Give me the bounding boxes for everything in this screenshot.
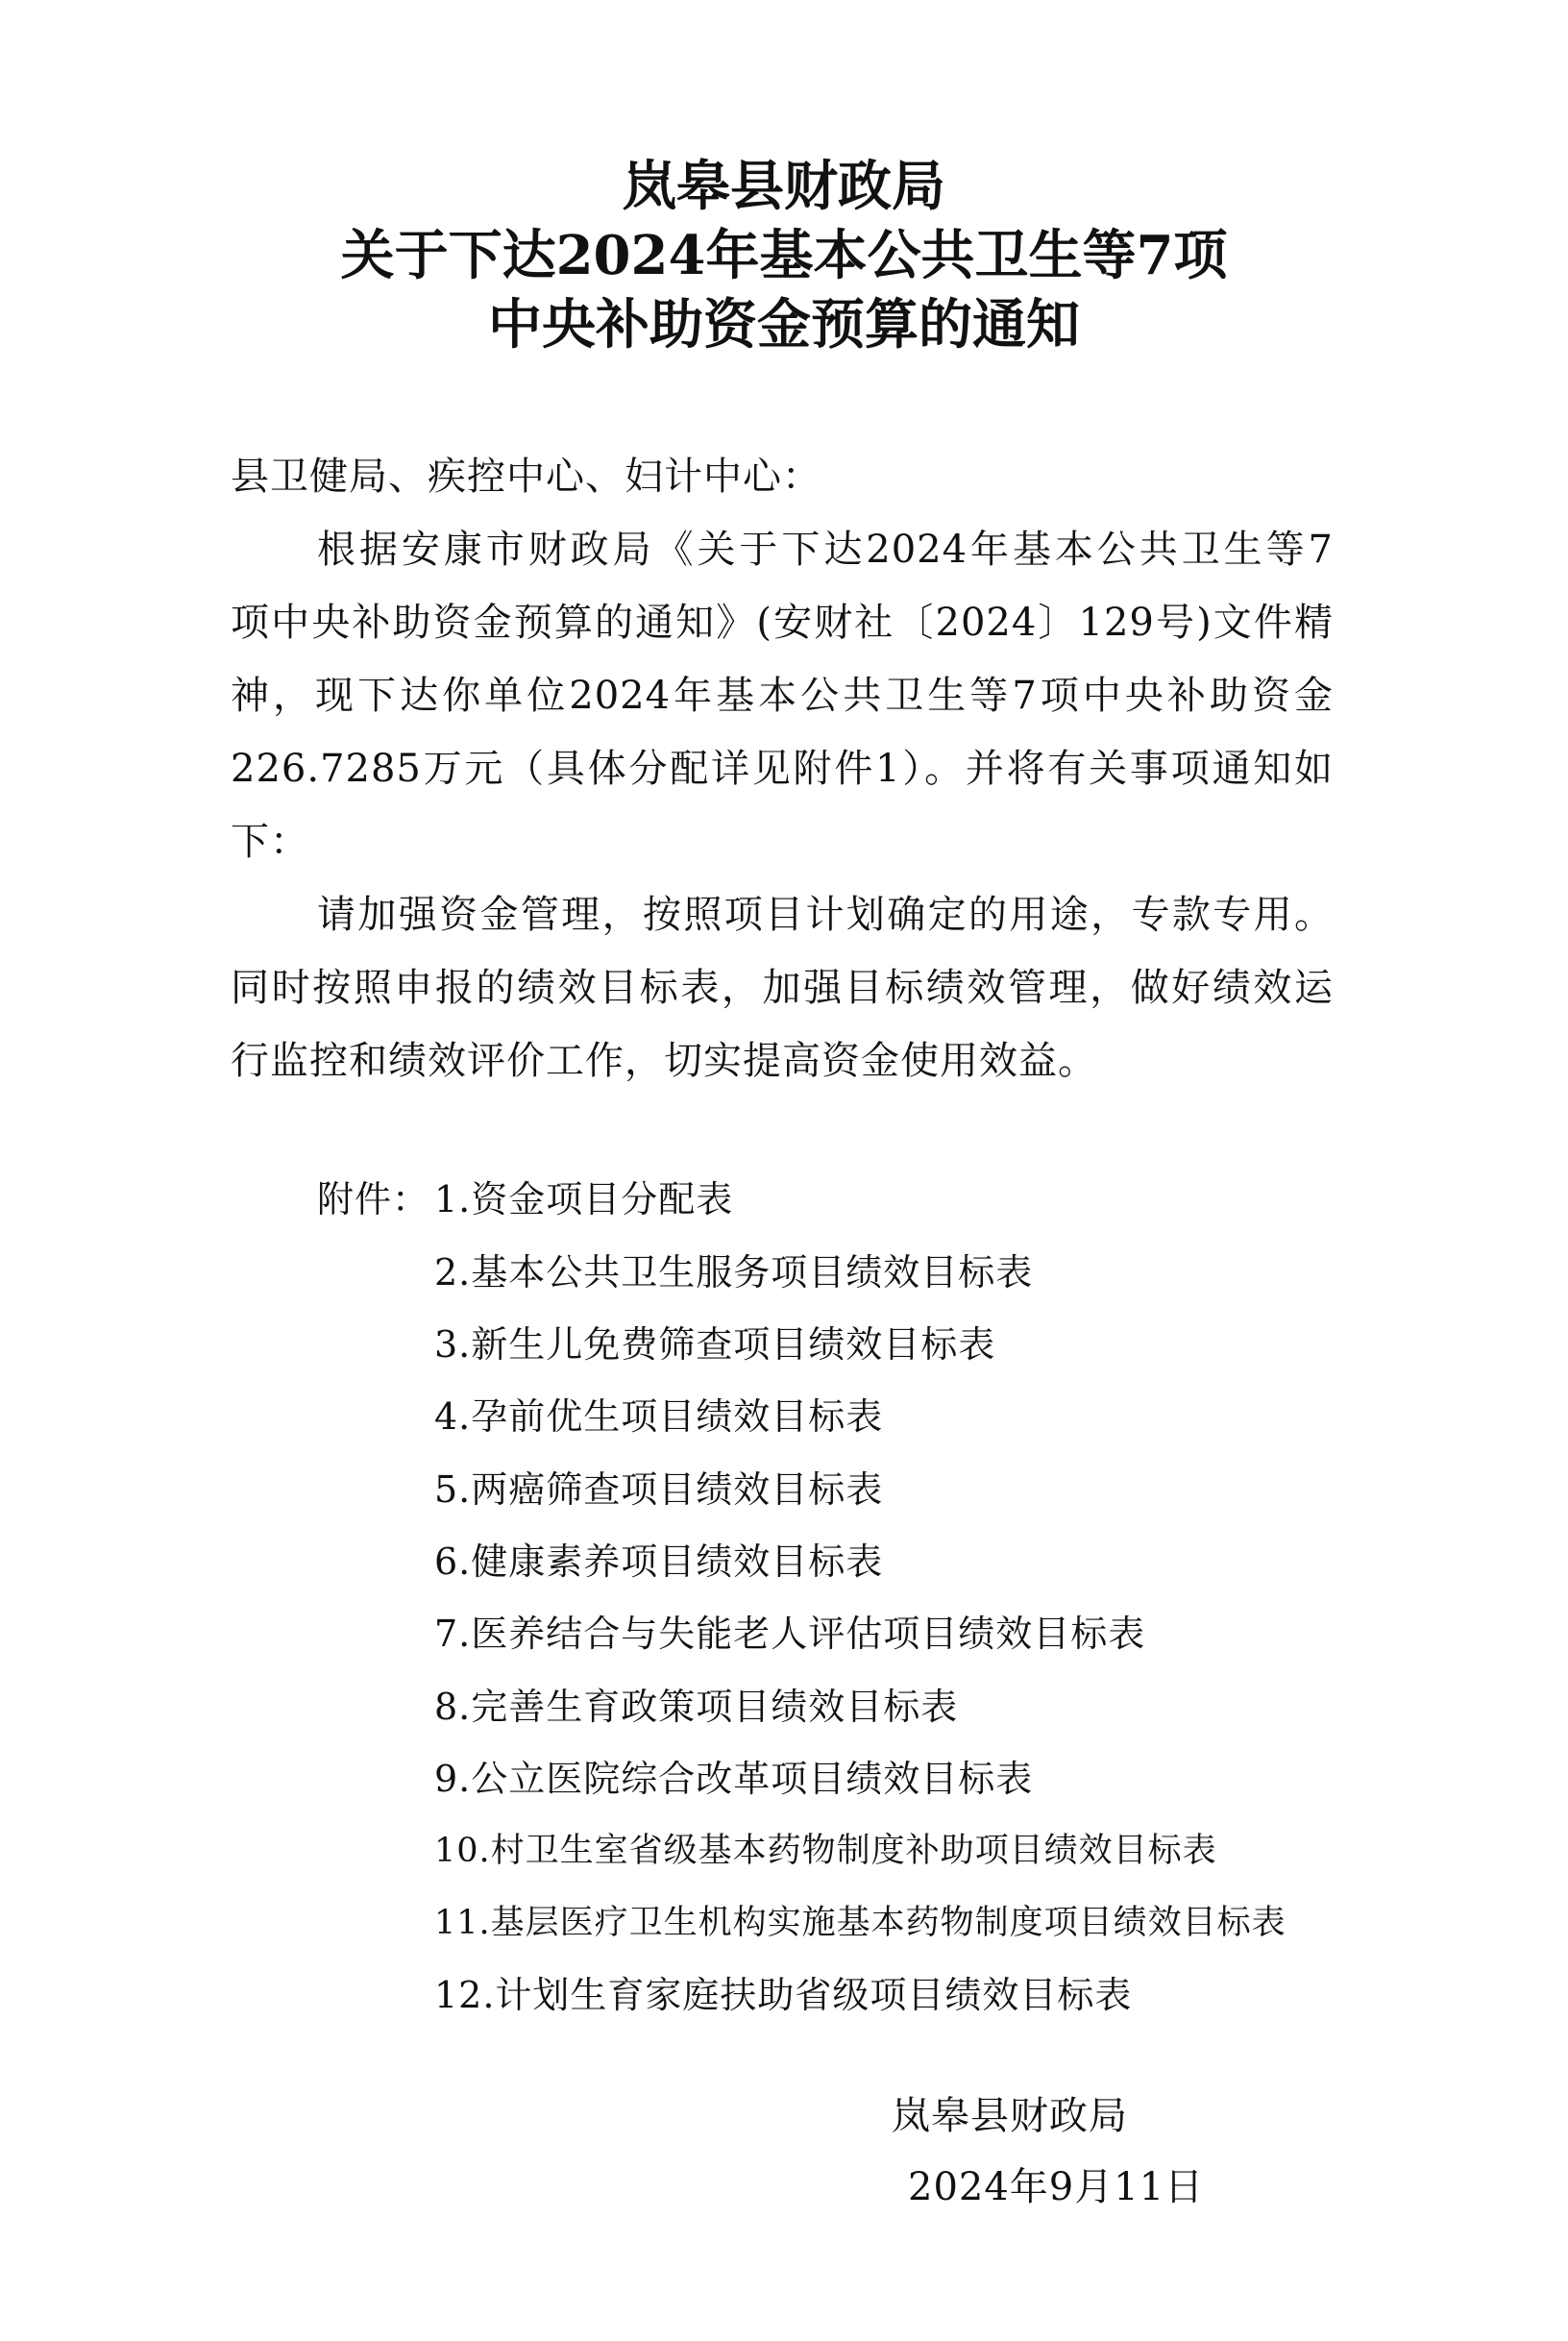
attachment-item: 11.基层医疗卫生机构实施基本药物制度项目绩效目标表 — [434, 1904, 1286, 1942]
attachment-item: 12.计划生育家庭扶助省级项目绩效目标表 — [434, 1974, 1133, 2016]
attachment-item: 4.孕前优生项目绩效目标表 — [434, 1395, 884, 1438]
body-line: 神，现下达你单位2024年基本公共卫生等7项中央补助资金 — [231, 674, 1334, 718]
attachment-item: 1.资金项目分配表 — [434, 1178, 734, 1220]
attachment-item: 10.村卫生室省级基本药物制度补助项目绩效目标表 — [434, 1832, 1217, 1870]
attachment-item: 3.新生儿免费筛查项目绩效目标表 — [434, 1323, 996, 1366]
attachment-item: 2.基本公共卫生服务项目绩效目标表 — [434, 1251, 1034, 1294]
body-line: 下： — [231, 820, 309, 864]
attachment-item: 6.健康素养项目绩效目标表 — [434, 1540, 884, 1583]
document-title-line-3: 中央补助资金预算的通知 — [488, 293, 1080, 357]
attachment-item: 8.完善生育政策项目绩效目标表 — [434, 1686, 959, 1728]
body-line: 根据安康市财政局《关于下达2024年基本公共卫生等7 — [317, 528, 1334, 572]
body-line: 行监控和绩效评价工作，切实提高资金使用效益。 — [231, 1039, 1097, 1083]
attachment-item: 7.医养结合与失能老人评估项目绩效目标表 — [434, 1613, 1146, 1655]
signature-organization: 岚皋县财政局 — [892, 2094, 1128, 2138]
document-title-line-1: 岚皋县财政局 — [623, 155, 945, 218]
body-line: 226.7285万元（具体分配详见附件1）。并将有关事项通知如 — [231, 747, 1334, 791]
body-line: 同时按照申报的绩效目标表，加强目标绩效管理，做好绩效运 — [231, 966, 1334, 1010]
document-title-line-2: 关于下达2024年基本公共卫生等7项 — [340, 224, 1228, 287]
attachments-label: 附件： — [317, 1178, 430, 1220]
attachment-item: 5.两癌筛查项目绩效目标表 — [434, 1468, 884, 1511]
body-line: 请加强资金管理，按照项目计划确定的用途，专款专用。 — [317, 893, 1334, 937]
signature-date: 2024年9月11日 — [908, 2165, 1205, 2209]
salutation: 县卫健局、疾控中心、妇计中心： — [231, 455, 821, 499]
body-line: 项中央补助资金预算的通知》(安财社〔2024〕129号)文件精 — [231, 601, 1334, 645]
attachment-item: 9.公立医院综合改革项目绩效目标表 — [434, 1758, 1034, 1800]
